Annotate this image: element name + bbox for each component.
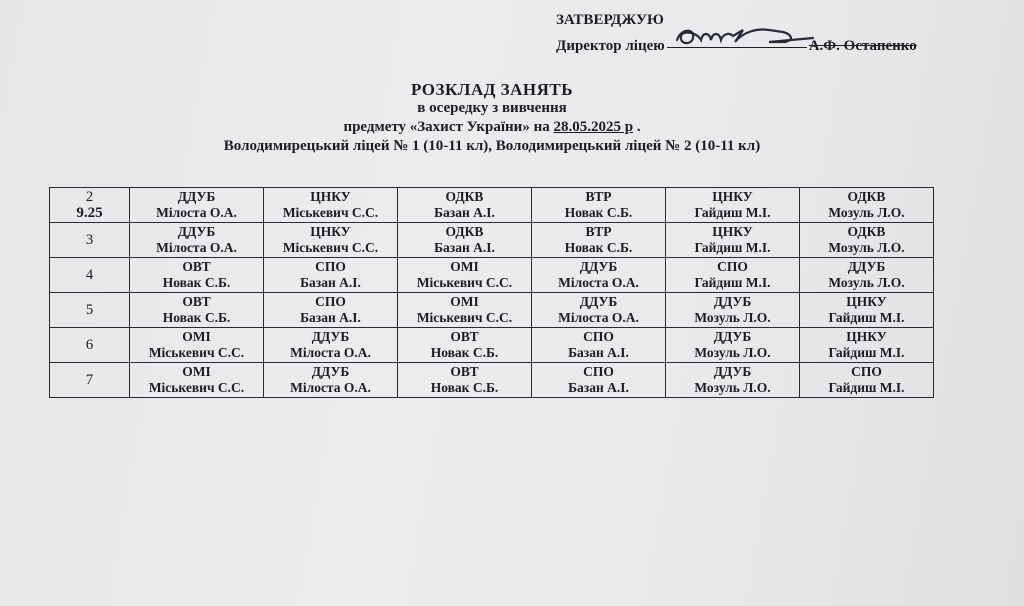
schedule-cell bbox=[800, 293, 934, 328]
subject-code: ЦНКУ bbox=[712, 189, 753, 204]
teacher-name: Мозуль Л.О. bbox=[694, 345, 771, 360]
teacher-name: Мозуль Л.О. bbox=[828, 205, 905, 220]
teacher-name: Базан А.І. bbox=[300, 275, 361, 290]
teacher-name: Мозуль Л.О. bbox=[828, 275, 905, 290]
title-date: 28.05.2025 р bbox=[553, 119, 634, 135]
schedule-cell bbox=[398, 223, 532, 258]
schedule-cell bbox=[130, 363, 264, 398]
schedule-cell bbox=[130, 223, 264, 258]
schedule-cell bbox=[532, 258, 666, 293]
teacher-name: Базан А.І. bbox=[434, 205, 495, 220]
schedule-cell bbox=[666, 328, 800, 363]
schedule-cell bbox=[800, 188, 934, 223]
title-line-3-prefix: предмету «Захист України» на bbox=[343, 119, 554, 135]
schedule-table bbox=[49, 187, 934, 398]
subject-code: ОВТ bbox=[182, 294, 211, 309]
subject-code: ВТР bbox=[585, 189, 612, 204]
lesson-number: 4 bbox=[85, 267, 94, 283]
subject-code: ОМІ bbox=[450, 294, 479, 309]
lesson-number: 5 bbox=[85, 302, 94, 318]
teacher-name: Гайдиш М.І. bbox=[694, 205, 771, 220]
teacher-name: Гайдиш М.І. bbox=[828, 345, 905, 360]
subject-code: ОДКВ bbox=[847, 189, 886, 204]
subject-code: ОМІ bbox=[450, 259, 479, 274]
schedule-cell bbox=[130, 293, 264, 328]
title-line-1: РОЗКЛАД ЗАНЯТЬ bbox=[410, 80, 574, 99]
schedule-cell bbox=[800, 223, 934, 258]
subject-code: ОМІ bbox=[182, 329, 211, 344]
schedule-cell bbox=[666, 363, 800, 398]
subject-code: ДДУБ bbox=[713, 364, 752, 379]
schedule-cell bbox=[398, 258, 532, 293]
teacher-name: Гайдиш М.І. bbox=[694, 240, 771, 255]
lesson-number-cell bbox=[50, 363, 130, 398]
subject-code: ОМІ bbox=[182, 364, 211, 379]
teacher-name: Міськевич С.С. bbox=[282, 240, 379, 255]
table-row bbox=[50, 223, 934, 258]
schedule-cell bbox=[532, 363, 666, 398]
teacher-name: Гайдиш М.І. bbox=[694, 275, 771, 290]
lesson-number-cell bbox=[50, 293, 130, 328]
subject-code: СПО bbox=[583, 364, 614, 379]
lesson-number-cell bbox=[50, 223, 130, 258]
subject-code: СПО bbox=[717, 259, 748, 274]
subject-code: ДДУБ bbox=[579, 294, 618, 309]
approval-position: Директор ліцею bbox=[556, 38, 665, 54]
teacher-name: Міськевич С.С. bbox=[148, 345, 245, 360]
schedule-title bbox=[0, 80, 984, 156]
lesson-number-cell bbox=[50, 258, 130, 293]
schedule-cell bbox=[666, 223, 800, 258]
subject-code: ЦНКУ bbox=[712, 224, 753, 239]
teacher-name: Мілоста О.А. bbox=[290, 380, 371, 395]
schedule-cell bbox=[398, 293, 532, 328]
subject-code: ОВТ bbox=[182, 259, 211, 274]
schedule-cell bbox=[666, 293, 800, 328]
table-row bbox=[50, 188, 934, 223]
subject-code: ОВТ bbox=[450, 364, 479, 379]
schedule-cell bbox=[800, 258, 934, 293]
teacher-name: Мозуль Л.О. bbox=[694, 310, 771, 325]
subject-code: ДДУБ bbox=[713, 294, 752, 309]
teacher-name: Новак С.Б. bbox=[162, 310, 231, 325]
schedule-cell bbox=[264, 223, 398, 258]
title-line-3-suffix: . bbox=[636, 119, 641, 135]
subject-code: СПО bbox=[315, 294, 346, 309]
schedule-cell bbox=[130, 188, 264, 223]
subject-code: ЦНКУ bbox=[846, 294, 887, 309]
teacher-name: Мозуль Л.О. bbox=[828, 240, 905, 255]
schedule-cell bbox=[264, 363, 398, 398]
lesson-number: 2 bbox=[85, 189, 94, 205]
subject-code: ОДКВ bbox=[847, 224, 886, 239]
subject-code: ОДКВ bbox=[445, 224, 484, 239]
schedule-cell bbox=[532, 188, 666, 223]
schedule-cell bbox=[264, 258, 398, 293]
schedule-cell bbox=[532, 293, 666, 328]
subject-code: ДДУБ bbox=[177, 189, 216, 204]
subject-code: ВТР bbox=[585, 224, 612, 239]
schedule-cell bbox=[130, 258, 264, 293]
schedule-cell bbox=[398, 188, 532, 223]
subject-code: ОДКВ bbox=[445, 189, 484, 204]
approval-name: А.Ф. Остапенко bbox=[808, 38, 917, 54]
subject-code: ЦНКУ bbox=[310, 189, 351, 204]
lesson-time: 9.25 bbox=[76, 205, 103, 221]
schedule-cell bbox=[532, 223, 666, 258]
subject-code: СПО bbox=[315, 259, 346, 274]
subject-code: ДДУБ bbox=[579, 259, 618, 274]
title-line-2: в осередку з вивчення bbox=[417, 100, 567, 116]
teacher-name: Гайдиш М.І. bbox=[828, 310, 905, 325]
teacher-name: Міськевич С.С. bbox=[148, 380, 245, 395]
schedule-cell bbox=[800, 328, 934, 363]
title-line-4: Володимирецький ліцей № 1 (10-11 кл), Володимирецький ліцей № 2 (10-11 кл) bbox=[223, 138, 761, 154]
approval-heading: ЗАТВЕРДЖУЮ bbox=[556, 12, 664, 28]
schedule-cell bbox=[398, 363, 532, 398]
schedule-cell bbox=[264, 188, 398, 223]
lesson-number-cell bbox=[50, 328, 130, 363]
table-row bbox=[50, 363, 934, 398]
teacher-name: Мілоста О.А. bbox=[290, 345, 371, 360]
subject-code: ОВТ bbox=[450, 329, 479, 344]
table-row bbox=[50, 258, 934, 293]
teacher-name: Мозуль Л.О. bbox=[694, 380, 771, 395]
teacher-name: Міськевич С.С. bbox=[416, 310, 513, 325]
schedule-cell bbox=[264, 328, 398, 363]
teacher-name: Мілоста О.А. bbox=[156, 205, 237, 220]
lesson-number: 7 bbox=[85, 372, 94, 388]
schedule-cell bbox=[666, 188, 800, 223]
teacher-name: Базан А.І. bbox=[300, 310, 361, 325]
schedule-cell bbox=[666, 258, 800, 293]
schedule-cell bbox=[398, 328, 532, 363]
teacher-name: Новак С.Б. bbox=[564, 240, 633, 255]
approval-block bbox=[556, 10, 996, 56]
teacher-name: Новак С.Б. bbox=[430, 380, 499, 395]
teacher-name: Мілоста О.А. bbox=[558, 310, 639, 325]
table-row bbox=[50, 293, 934, 328]
subject-code: ДДУБ bbox=[713, 329, 752, 344]
teacher-name: Базан А.І. bbox=[434, 240, 495, 255]
schedule-cell bbox=[532, 328, 666, 363]
teacher-name: Мілоста О.А. bbox=[558, 275, 639, 290]
approval-sign-line bbox=[556, 30, 996, 56]
subject-code: ЦНКУ bbox=[310, 224, 351, 239]
signature bbox=[667, 30, 807, 50]
teacher-name: Мілоста О.А. bbox=[156, 240, 237, 255]
subject-code: ДДУБ bbox=[311, 329, 350, 344]
subject-code: ДДУБ bbox=[177, 224, 216, 239]
teacher-name: Міськевич С.С. bbox=[416, 275, 513, 290]
subject-code: СПО bbox=[583, 329, 614, 344]
subject-code: СПО bbox=[851, 364, 882, 379]
lesson-number: 6 bbox=[85, 337, 94, 353]
teacher-name: Новак С.Б. bbox=[430, 345, 499, 360]
teacher-name: Базан А.І. bbox=[568, 345, 629, 360]
teacher-name: Новак С.Б. bbox=[564, 205, 633, 220]
subject-code: ДДУБ bbox=[311, 364, 350, 379]
teacher-name: Новак С.Б. bbox=[162, 275, 231, 290]
schedule-cell bbox=[264, 293, 398, 328]
teacher-name: Базан А.І. bbox=[568, 380, 629, 395]
lesson-number-cell bbox=[50, 188, 130, 223]
schedule-cell bbox=[130, 328, 264, 363]
subject-code: ДДУБ bbox=[847, 259, 886, 274]
subject-code: ЦНКУ bbox=[846, 329, 887, 344]
title-line-3 bbox=[0, 118, 984, 137]
schedule-cell bbox=[800, 363, 934, 398]
table-row bbox=[50, 328, 934, 363]
teacher-name: Міськевич С.С. bbox=[282, 205, 379, 220]
teacher-name: Гайдиш М.І. bbox=[828, 380, 905, 395]
lesson-number: 3 bbox=[85, 232, 94, 248]
